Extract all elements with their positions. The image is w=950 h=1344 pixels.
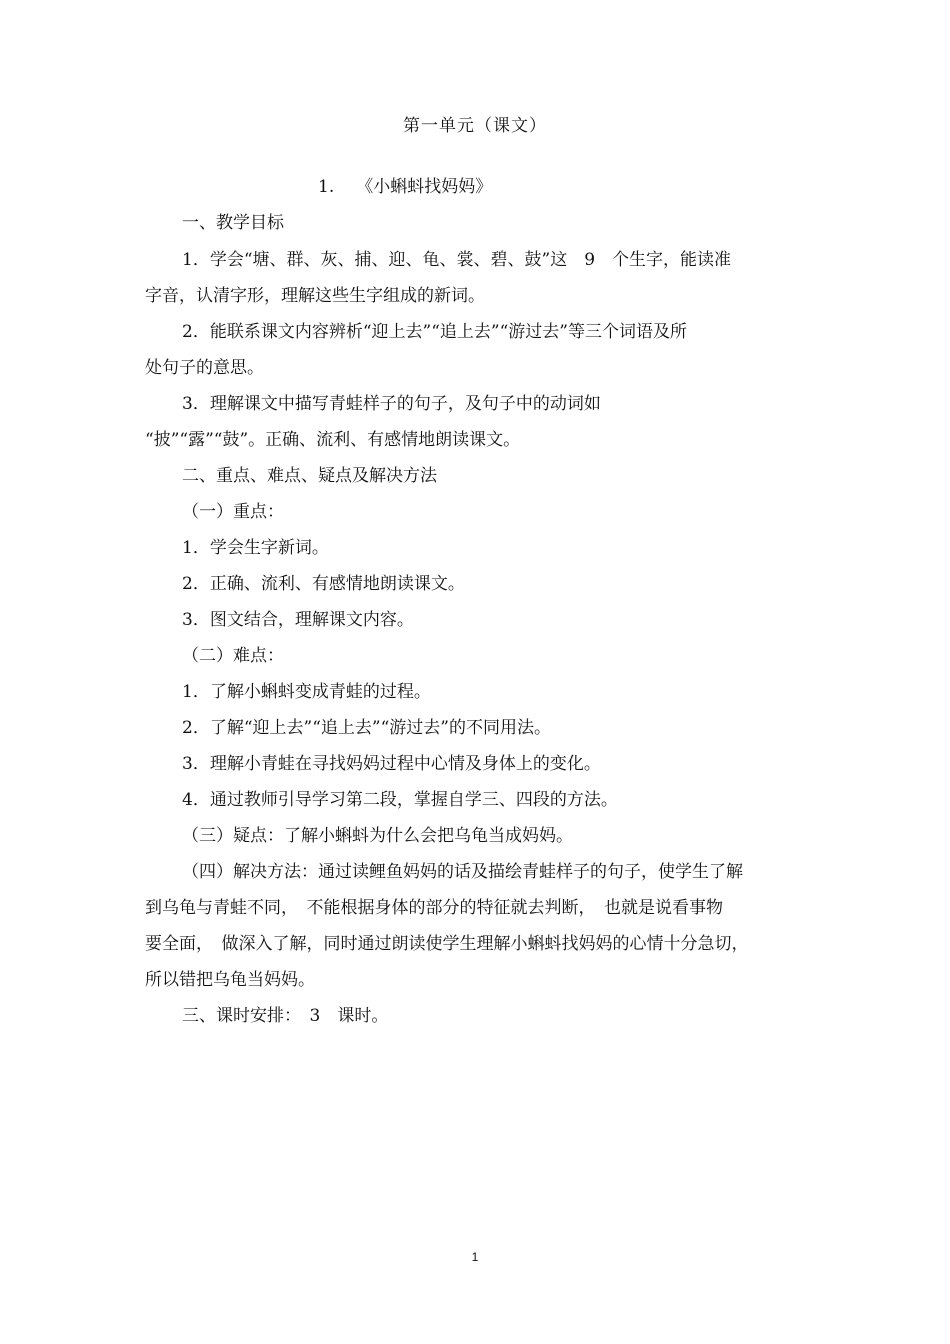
lesson-name: 《小蝌蚪找妈妈》 <box>356 177 493 197</box>
subsection-difficulty: （二）难点： <box>182 646 284 666</box>
focus-item-1: 1．学会生字新词。 <box>182 538 329 558</box>
focus-item-3: 3．图文结合，理解课文内容。 <box>182 610 414 630</box>
goal-3-line-1: 3．理解课文中描写青蛙样子的句子，及句子中的动词如 <box>182 394 601 414</box>
section-key-points: 二、重点、难点、疑点及解决方法 <box>182 466 437 486</box>
lesson-number: 1. <box>318 177 335 197</box>
difficulty-item-4: 4．通过教师引导学习第二段，掌握自学三、四段的方法。 <box>182 790 618 810</box>
solution-line-2: 到乌龟与青蛙不同， 不能根据身体的部分的特征就去判断， 也就是说看事物 <box>145 898 723 918</box>
subsection-focus: （一）重点： <box>182 502 284 522</box>
goal-1-line-1: 1．学会“塘、群、灰、捕、迎、龟、裳、碧、鼓”这 9 个生字，能读准 <box>182 250 732 270</box>
difficulty-item-2: 2．了解“迎上去”“追上去”“游过去”的不同用法。 <box>182 718 551 738</box>
solution-line-1: （四）解决方法：通过读鲤鱼妈妈的话及描绘青蛙样子的句子，使学生了解 <box>182 862 743 882</box>
goal-2-line-1: 2．能联系课文内容辨析“迎上去”“追上去”“游过去”等三个词语及所 <box>182 322 687 342</box>
unit-title: 第一单元（课文） <box>403 116 547 136</box>
goal-3-line-2: “披”“露”“鼓”。正确、流利、有感情地朗读课文。 <box>145 430 521 450</box>
goal-1-line-2: 字音，认清字形，理解这些生字组成的新词。 <box>145 286 485 306</box>
section-schedule: 三、课时安排： 3 课时。 <box>182 1006 389 1026</box>
difficulty-item-1: 1．了解小蝌蚪变成青蛙的过程。 <box>182 682 431 702</box>
page-number: 1 <box>471 1250 479 1264</box>
solution-line-4: 所以错把乌龟当妈妈。 <box>145 970 315 990</box>
difficulty-item-3: 3．理解小青蛙在寻找妈妈过程中心情及身体上的变化。 <box>182 754 601 774</box>
subsection-doubt: （三）疑点：了解小蝌蚪为什么会把乌龟当成妈妈。 <box>182 826 573 846</box>
lesson-heading <box>318 175 492 199</box>
solution-line-3: 要全面， 做深入了解，同时通过朗读使学生理解小蝌蚪找妈妈的心情十分急切， <box>145 934 749 954</box>
focus-item-2: 2．正确、流利、有感情地朗读课文。 <box>182 574 465 594</box>
section-teaching-goals: 一、教学目标 <box>182 213 284 233</box>
goal-2-line-2: 处句子的意思。 <box>145 358 264 378</box>
